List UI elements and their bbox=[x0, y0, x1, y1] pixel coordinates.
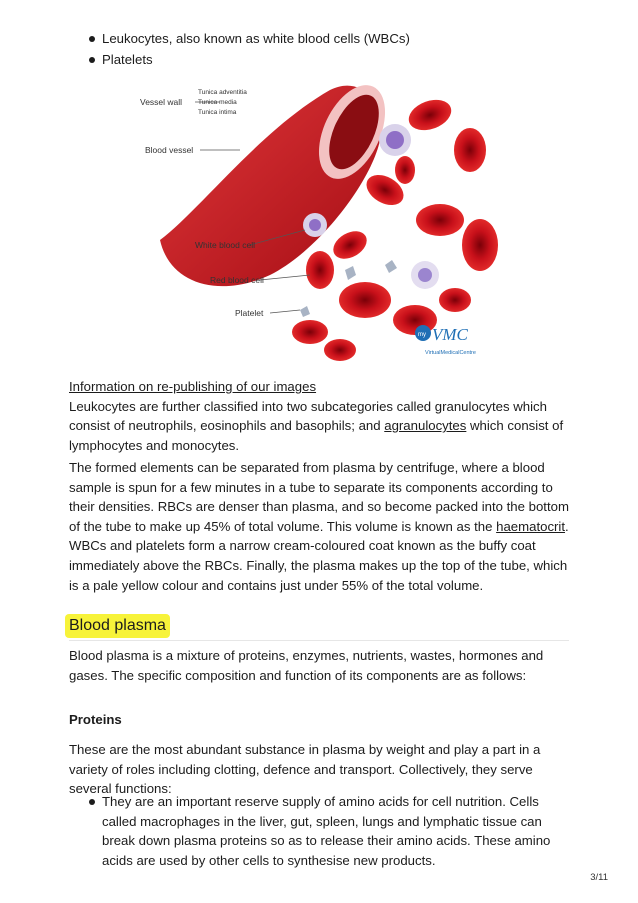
section-heading-row bbox=[69, 614, 569, 641]
text-block-3 bbox=[69, 646, 569, 685]
bullet-dot bbox=[89, 36, 95, 42]
vmc-logo bbox=[415, 325, 476, 356]
text-block-4 bbox=[69, 740, 569, 799]
bottom-bullet-block bbox=[69, 792, 569, 870]
paragraph-plasma-intro: Blood plasma is a mixture of proteins, enzymes, nutrients, wastes, hormones and gases. The specific composition and function of its components are as follows: bbox=[69, 648, 544, 683]
label-platelet: Platelet bbox=[235, 308, 264, 318]
svg-text:my: my bbox=[418, 332, 426, 338]
svg-text:VirtualMedicalCentre: VirtualMedicalCentre bbox=[425, 350, 476, 356]
bottom-bullet-list bbox=[69, 792, 569, 870]
label-white-blood-cell: White blood cell bbox=[195, 240, 256, 250]
label-vessel-wall: Vessel wall bbox=[140, 97, 183, 107]
bullet-dot bbox=[89, 57, 95, 63]
republish-link-line bbox=[69, 377, 569, 397]
label-tunica-intima: Tunica intima bbox=[198, 109, 237, 116]
subheading-proteins: Proteins bbox=[69, 712, 122, 727]
haematocrit-link[interactable]: haematocrit bbox=[496, 518, 566, 534]
top-bullet-list bbox=[69, 30, 569, 72]
blood-vessel-figure bbox=[140, 70, 500, 370]
paragraph-centrifuge: The formed elements can be separated from plasma by centrifuge, where a blood sample is spun for a few minutes in a tube to separate its components according to their densities. RBCs are denser than plasma, and so become packed into the bottom of the tube to make up 45% of total volume. This volume is known as the haematocrit. WBCs and platelets form a narrow cream-coloured coat known as the buffy coat immediately above the RBCs. Finally, the plasma makes up the top of the tube, which is a pale yellow colour and contains just under 55% of the total volume. bbox=[69, 460, 569, 593]
blood-vessel-illustration bbox=[140, 70, 500, 370]
label-red-blood-cell: Red blood cell bbox=[210, 275, 264, 285]
label-tunica-media: Tunica media bbox=[198, 99, 237, 106]
list-item-text: Platelets bbox=[102, 52, 153, 67]
paragraph-leukocyte-classes: Leukocytes are further classified into two subcategories called granulocytes which consist of neutrophils, eosinophils and basophils; and agranulocytes which consist of lymphocytes and monocytes. bbox=[69, 398, 564, 453]
bullet-dot bbox=[89, 799, 95, 805]
label-tunica-adventitia: Tunica adventitia bbox=[198, 89, 247, 96]
svg-text:VMC: VMC bbox=[432, 325, 468, 344]
agranulocytes-link[interactable]: agranulocytes bbox=[384, 418, 467, 434]
list-item-text: They are an important reserve supply of amino acids for cell nutrition. Cells called macrophages in the liver, gut, spleen, lungs and lymphatic tissue can break down plasma proteins so as to release their amino acids. These amino acids are used by other cells to synthesise new products. bbox=[102, 794, 551, 868]
list-item bbox=[69, 30, 569, 48]
text-block-2 bbox=[69, 458, 569, 595]
republish-link[interactable]: Information on re-publishing of our images bbox=[69, 379, 317, 394]
page-number: 3/11 bbox=[590, 872, 608, 883]
list-item bbox=[69, 51, 569, 69]
list-item bbox=[69, 792, 569, 870]
list-item-text: Leukocytes, also known as white blood cells (WBCs) bbox=[102, 31, 410, 46]
text-block-1 bbox=[69, 377, 569, 455]
paragraph-proteins: These are the most abundant substance in plasma by weight and play a part in a variety of roles including clotting, defence and transport. Collectively, they serve several functions: bbox=[69, 742, 541, 797]
label-blood-vessel: Blood vessel bbox=[145, 145, 194, 155]
subheading-block bbox=[69, 710, 569, 730]
section-heading: Blood plasma bbox=[65, 614, 170, 638]
